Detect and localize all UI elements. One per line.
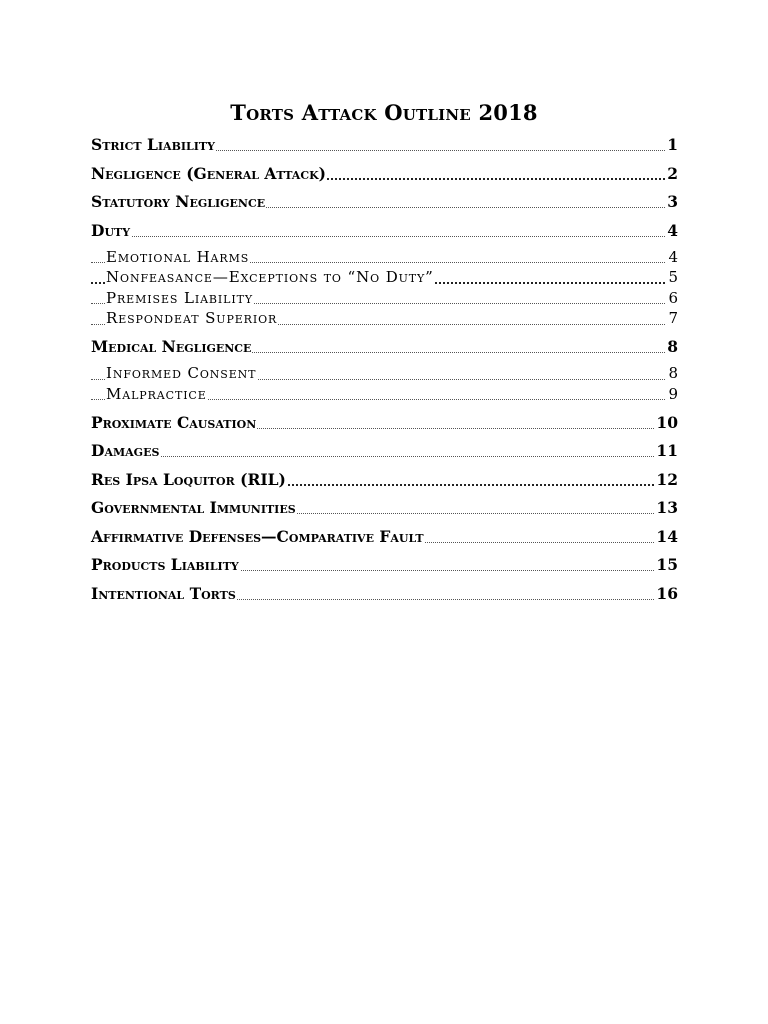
toc-page-number: 3 (667, 192, 678, 211)
toc-entry-affirmative-defenses[interactable] (91, 526, 678, 547)
toc-page-number: 2 (667, 163, 678, 183)
toc-page-number: 12 (656, 469, 678, 489)
toc-entry-res-ipsa-loquitor[interactable] (91, 469, 678, 490)
toc-entry-label: Products Liability (91, 555, 239, 574)
toc-entry-label: Informed Consent (106, 364, 257, 382)
toc-entry-label: Res Ipsa Loquitor (RIL) (91, 469, 286, 489)
toc-entry-label: Nonfeasance—Exceptions to “No Duty” (106, 268, 434, 286)
toc-page-number: 1 (667, 135, 678, 154)
toc-dot-leader (91, 456, 654, 457)
toc-entry-label: Damages (91, 441, 160, 460)
toc-entry-label: Intentional Torts (91, 583, 236, 603)
toc-entry-governmental-immunities[interactable] (91, 497, 678, 518)
toc-entry-label: Governmental Immunities (91, 498, 296, 517)
toc-page-number: 8 (667, 337, 678, 356)
toc-page-number: 5 (668, 268, 678, 286)
toc-entry-label: Negligence (General Attack) (91, 163, 326, 183)
toc-entry-damages[interactable] (91, 440, 678, 461)
toc-page-number: 8 (668, 364, 678, 382)
toc-page-number: 15 (656, 555, 678, 574)
toc-subentry-emotional-harms[interactable] (91, 247, 678, 268)
toc-entry-label: Affirmative Defenses—Comparative Fault (91, 526, 424, 546)
toc-entry-label: Premises Liability (106, 288, 254, 307)
toc-page-number: 14 (656, 526, 678, 546)
toc-entry-medical-negligence[interactable] (91, 336, 678, 357)
toc-page-number: 7 (668, 309, 678, 327)
toc-page-number: 6 (668, 288, 678, 307)
toc-page-number: 9 (668, 384, 678, 403)
toc-entry-label: Duty (91, 220, 131, 240)
toc-subentry-malpractice[interactable] (91, 384, 678, 405)
toc-entry-products-liability[interactable] (91, 554, 678, 575)
toc-subentry-premises-liability[interactable] (91, 288, 678, 309)
toc-entry-label: Respondeat Superior (106, 309, 278, 327)
toc-dot-leader (91, 236, 665, 237)
toc-entry-label: Statutory Negligence (91, 192, 266, 211)
toc-page-number: 13 (656, 498, 678, 517)
toc-entry-label: Emotional Harms (106, 247, 250, 266)
toc-entry-strict-liability[interactable] (91, 134, 678, 155)
toc-subentry-respondeat-superior[interactable] (91, 308, 678, 329)
toc-entry-negligence-general-attack[interactable] (91, 163, 678, 184)
toc-subentry-nonfeasance[interactable] (91, 267, 678, 288)
toc-page-number: 4 (667, 220, 678, 240)
toc-entry-label: Malpractice (106, 384, 207, 403)
toc-entry-duty[interactable] (91, 220, 678, 241)
toc-entry-statutory-negligence[interactable] (91, 191, 678, 212)
toc-entry-label: Strict Liability (91, 135, 215, 154)
table-of-contents (91, 134, 678, 604)
toc-page-number: 4 (668, 247, 678, 266)
document-title: Torts Attack Outline 2018 (230, 100, 538, 125)
toc-page-number: 10 (656, 412, 678, 432)
toc-entry-label: Medical Negligence (91, 337, 252, 356)
toc-subentry-informed-consent[interactable] (91, 363, 678, 384)
toc-page-number: 16 (656, 583, 678, 603)
toc-page-number: 11 (656, 441, 678, 460)
toc-entry-proximate-causation[interactable] (91, 412, 678, 433)
toc-entry-label: Proximate Causation (91, 412, 257, 432)
toc-entry-intentional-torts[interactable] (91, 583, 678, 604)
